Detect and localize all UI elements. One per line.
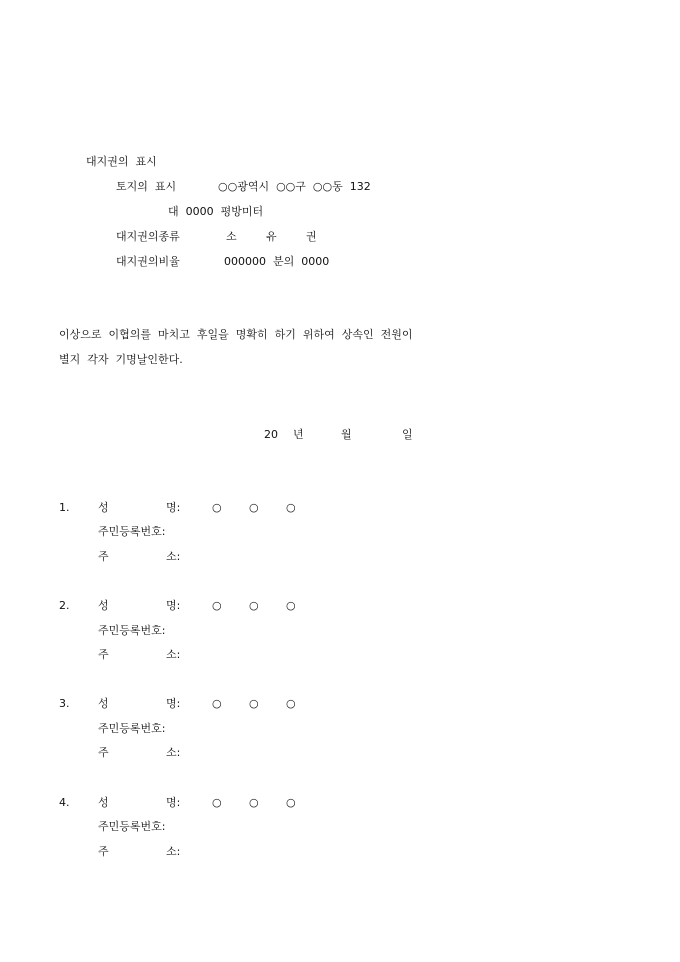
land-address: ○○광역시 ○○구 ○○동 132 xyxy=(218,180,371,193)
address-label: 소: xyxy=(166,648,181,661)
name-placeholder: ○ xyxy=(249,501,259,514)
address-label: 주 xyxy=(98,746,109,759)
name-label: 성 xyxy=(98,796,109,809)
name-label: 성 xyxy=(98,697,109,710)
land-rights-heading: 대지권의 표시 xyxy=(86,155,157,168)
resident-number-label: 주민등록번호: xyxy=(98,722,166,735)
right-type-char: 권 xyxy=(306,230,317,243)
name-label: 명: xyxy=(166,697,181,710)
address-label: 주 xyxy=(98,648,109,661)
statement-line: 별지 각자 기명날인한다. xyxy=(59,353,183,366)
name-placeholder: ○ xyxy=(212,697,222,710)
name-placeholder: ○ xyxy=(212,796,222,809)
address-label: 소: xyxy=(166,845,181,858)
name-label: 성 xyxy=(98,501,109,514)
heir-number: 4. xyxy=(59,796,70,809)
right-ratio-value: 000000 분의 0000 xyxy=(224,255,330,268)
name-placeholder: ○ xyxy=(249,796,259,809)
resident-number-label: 주민등록번호: xyxy=(98,820,166,833)
name-placeholder: ○ xyxy=(212,501,222,514)
date-day: 일 xyxy=(402,428,413,441)
name-label: 명: xyxy=(166,599,181,612)
right-ratio-label: 대지권의비율 xyxy=(116,255,180,268)
name-label: 명: xyxy=(166,501,181,514)
resident-number-label: 주민등록번호: xyxy=(98,525,166,538)
date-year: 년 xyxy=(293,428,304,441)
address-label: 소: xyxy=(166,746,181,759)
name-placeholder: ○ xyxy=(286,697,296,710)
right-type-label: 대지권의종류 xyxy=(116,230,180,243)
land-label: 토지의 표시 xyxy=(116,180,177,193)
land-area: 대 0000 평방미터 xyxy=(168,205,264,218)
resident-number-label: 주민등록번호: xyxy=(98,624,166,637)
name-placeholder: ○ xyxy=(212,599,222,612)
name-placeholder: ○ xyxy=(286,599,296,612)
date-year-prefix: 20 xyxy=(264,428,278,441)
address-label: 주 xyxy=(98,550,109,563)
heir-number: 3. xyxy=(59,697,70,710)
name-label: 성 xyxy=(98,599,109,612)
statement-line: 이상으로 이협의를 마치고 후일을 명확히 하기 위하여 상속인 전원이 xyxy=(59,328,413,341)
name-placeholder: ○ xyxy=(249,697,259,710)
name-placeholder: ○ xyxy=(286,796,296,809)
heir-number: 1. xyxy=(59,501,70,514)
address-label: 주 xyxy=(98,845,109,858)
name-placeholder: ○ xyxy=(286,501,296,514)
right-type-char: 소 xyxy=(226,230,237,243)
heir-number: 2. xyxy=(59,599,70,612)
address-label: 소: xyxy=(166,550,181,563)
date-month: 월 xyxy=(341,428,352,441)
name-label: 명: xyxy=(166,796,181,809)
name-placeholder: ○ xyxy=(249,599,259,612)
right-type-char: 유 xyxy=(266,230,277,243)
